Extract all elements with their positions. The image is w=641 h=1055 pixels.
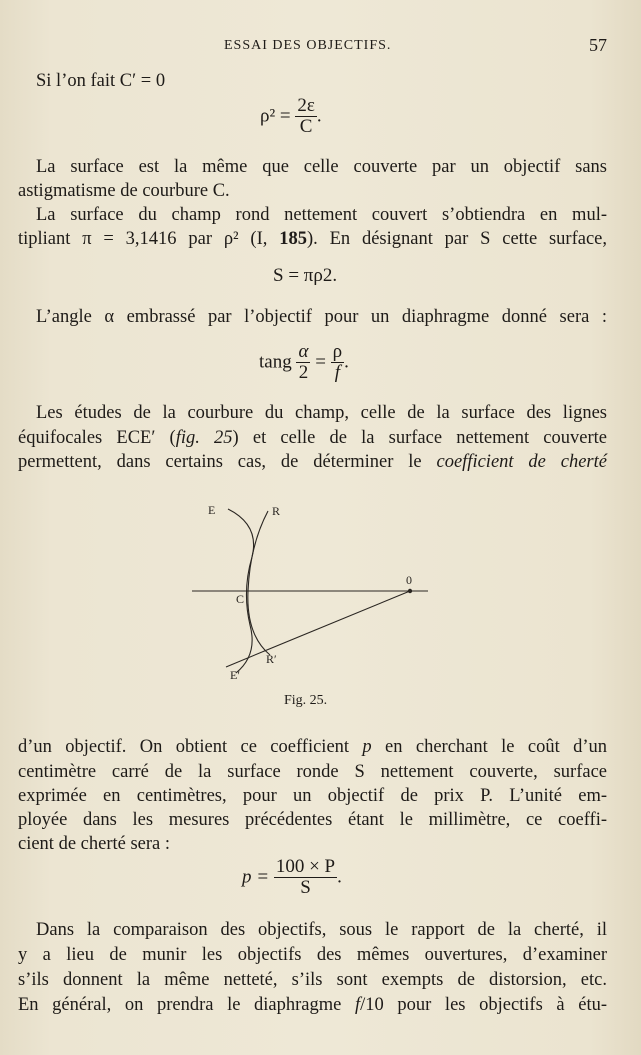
text-segment: équifocales ECE′ ( <box>18 428 176 448</box>
label-R: R <box>272 504 281 518</box>
text-segment: ) et celle de la surface nettement couverte <box>232 428 607 448</box>
label-E: E <box>208 503 216 517</box>
text-line: centimètre carré de la surface ronde S nettement couverte, surface <box>18 762 607 782</box>
eq3-lhs: tang <box>259 351 292 373</box>
text-line: y a lieu de munir les objectifs des mêmes ouvertures, d’examiner <box>18 945 607 965</box>
text-segment: ). En désignant par S cette surface, <box>306 229 608 249</box>
eq3-equals: = <box>315 351 326 373</box>
eq4-lhs: p = <box>242 866 270 888</box>
equation-surface: S = πρ2. <box>273 265 338 286</box>
text-line: Dans la comparaison des objectifs, sous le rapport de la cherté, il <box>36 920 607 940</box>
text-line: cient de cherté sera : <box>18 834 171 854</box>
text-segment: d’un objectif. On obtient ce coefficient <box>18 737 363 757</box>
text-line: Si l’on fait C′ = 0 <box>36 71 166 91</box>
text-segment: En général, on prendra le diaphragme <box>18 995 355 1015</box>
point-O <box>408 589 412 593</box>
eq3-numerator-alpha: α <box>298 341 309 362</box>
eq3-denominator-f: f <box>334 361 341 383</box>
eq4-fraction <box>274 857 337 898</box>
equation-rho-squared <box>260 96 322 137</box>
text-line: exprimée en centimètres, pour un objectif de prix P. L’unité em- <box>18 786 607 806</box>
text-line: La surface du champ rond nettement couvert s’obtiendra en mul- <box>36 205 607 225</box>
eq1-period: . <box>316 105 322 127</box>
eq3-denominator-2: 2 <box>298 361 309 383</box>
text-line: Les études de la courbure du champ, celle de la surface des lignes <box>36 403 607 423</box>
text-line <box>18 428 607 449</box>
label-C: C <box>236 592 245 606</box>
eq4-period: . <box>337 866 342 888</box>
eq1-lhs: ρ² = <box>260 105 291 127</box>
text-line: astigmatisme de courbure C. <box>18 181 230 201</box>
text-line <box>18 229 607 250</box>
running-title: ESSAI DES OBJECTIFS. <box>224 38 392 53</box>
text-line: ployée dans les mesures précédentes étant le millimètre, ce coeffi- <box>18 810 607 830</box>
figure-reference: fig. 25 <box>175 428 233 448</box>
eq1-fraction <box>295 96 316 137</box>
italic-term: coefficient de cherté <box>436 452 607 472</box>
label-R-prime: R′ <box>266 652 277 666</box>
text-segment: permettent, dans certains cas, de déterminer le <box>18 452 437 472</box>
eq3-numerator-rho: ρ <box>332 341 343 362</box>
text-line: L’angle α embrassé par l’objectif pour un diaphragme donné sera : <box>36 307 607 327</box>
text-segment: en cherchant le coût d’un <box>371 737 607 757</box>
text-line <box>18 995 607 1016</box>
label-E-prime: E′ <box>230 668 240 682</box>
symbol-f: f <box>355 995 361 1015</box>
eq1-denominator: C <box>299 115 313 137</box>
eq3-fraction-alpha <box>296 342 310 383</box>
eq3-fraction-rho <box>331 342 344 383</box>
eq4-denominator: S <box>300 876 311 898</box>
text-line <box>18 737 607 758</box>
text-segment: /10 pour les objectifs à étu- <box>360 995 608 1015</box>
symbol-p: p <box>362 737 372 757</box>
bold-reference: 185 <box>279 229 307 249</box>
page-number: 57 <box>589 35 607 55</box>
label-O: 0 <box>406 573 412 587</box>
figure-caption: Fig. 25. <box>284 693 328 708</box>
text-line <box>18 452 607 473</box>
eq1-numerator: 2ε <box>297 95 315 116</box>
ray-O-to-Rprime <box>262 591 410 652</box>
figure-25-diagram <box>180 495 440 690</box>
text-line: La surface est la même que celle couverte par un objectif sans <box>36 157 607 177</box>
text-line: s’ils donnent la même netteté, s’ils sont exempts de distorsion, etc. <box>18 970 607 990</box>
text-segment: tipliant π = 3,1416 par ρ² (I, <box>18 229 280 249</box>
equation-tangent <box>259 342 349 383</box>
eq3-period: . <box>344 351 349 373</box>
eq4-numerator: 100 × P <box>275 856 336 877</box>
equation-cost-coefficient <box>242 857 342 898</box>
